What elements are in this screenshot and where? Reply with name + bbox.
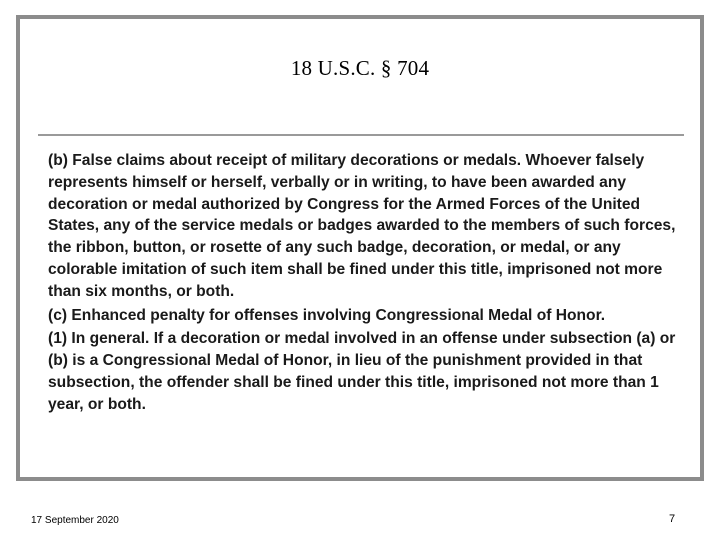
page-number: 7 — [669, 513, 676, 525]
slide-title: 18 U.S.C. § 704 — [290, 56, 430, 80]
title-divider — [38, 134, 684, 136]
paragraph-false-claims: (b) False claims about receipt of military decorations or medals. Whoever falsely represents himself or herself, verbally or in writing, to have been awarded any decoration or medal authorized by Congress for the Armed Forces of the United States, any of the service medals or badges awarded to the members of such forces, the ribbon, button, or rosette of any such badge, decoration, or medal, or any colorable imitation of such item shall be fined under this title, imprisoned not more than six months, or both. — [48, 152, 676, 300]
paragraph-enhanced-penalty: (c) Enhanced penalty for offenses involving Congressional Medal of Honor. — [48, 306, 606, 324]
slide-body — [48, 150, 688, 418]
paragraph-in-general: (1) In general. If a decoration or medal involved in an offense under subsection (a) or (b) is a Congressional Medal of Honor, in lieu of the punishment provided in that subsection, the offender shall be fined under this title, imprisoned not more than 1 year, or both. — [48, 330, 676, 413]
footer-date: 17 September 2020 — [31, 515, 119, 526]
